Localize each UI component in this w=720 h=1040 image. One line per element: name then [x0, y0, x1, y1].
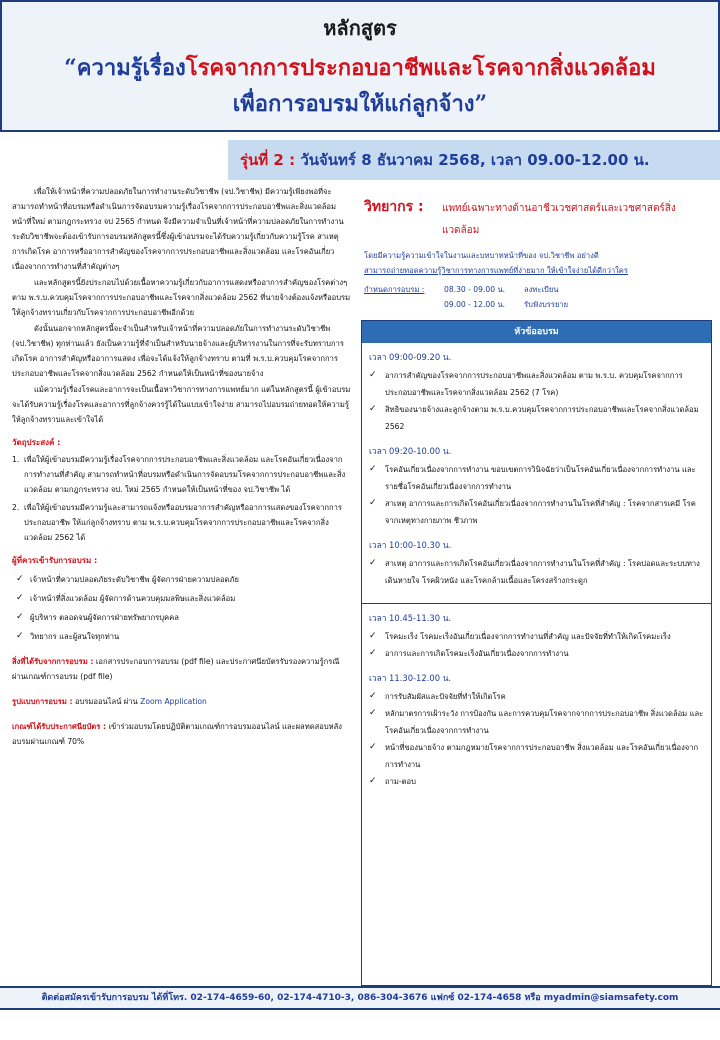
slot-time: เวลา 09:20-10.00 น. — [369, 446, 452, 456]
speaker-name: แพทย์เฉพาะทางด้านอาชีวเวชศาสตร์และเวชศาสตร์สิ่งแวดล้อม — [442, 203, 676, 236]
criteria-text: เข้าร่วมอบรมโดยปฏิบัติตามเกณฑ์การอบรมออนไลน์ และผลทดสอบหลังอบรมผ่านเกณฑ์ 70% — [12, 722, 343, 746]
slot-time: เวลา 10.45-11.30 น. — [369, 613, 452, 623]
schedule-row — [364, 297, 568, 312]
objective-item: 2. เพื่อให้ผู้เข้าอบรมมีความรู้และสามารถแจ้งหรืออบรมอาการสำคัญหรืออาการแสดงของโรคจากการประกอบอาชีพ ให้แก่ลูกจ้างทราบ ตาม พ.ร.บ.ควบคุมโรคจากการประกอบอาชีพและโรคจากสิ่งแวดล้อม 2562 ได้ — [12, 500, 352, 545]
intro-paragraph: และหลักสูตรนี้ยังประกอบไปด้วยเนื้อหาความรู้เกี่ยวกับอาการแสดงหรืออาการสำคัญของโรคต่างๆ ตาม พ.ร.บ.ควบคุมโรคจากการประกอบอาชีพและโรคจากสิ่งแวดล้อม 2562 ที่นายจ้างต้องแจ้งหรืออบรมให้ลูกจ้างทราบเกี่ยวกับโรคจากการประกอบอาชีพอีกด้วย — [12, 278, 351, 317]
audience-title: ผู้ที่ควรเข้ารับการอบรม : — [12, 556, 98, 565]
criteria-section — [12, 719, 352, 749]
audience-item: ✓ เจ้าหน้าที่ความปลอดภัยระดับวิชาชีพ ผู้จัดการฝ่ายความปลอดภัย — [16, 572, 352, 587]
slot-items — [369, 555, 705, 589]
check-icon: ✓ — [16, 593, 24, 603]
schedule-time: 09.00 - 12.00 น. — [444, 300, 506, 309]
topics-panel — [361, 320, 712, 986]
speaker-label: วิทยากร : — [364, 199, 424, 215]
schedule-label: กำหนดการอบรม : — [364, 285, 425, 294]
check-icon: ✓ — [369, 708, 377, 718]
speaker-note-line: โดยมีความรู้ความเข้าใจในงานและบทบาทหน้าที่ของ จป.วิชาชีพ อย่างดี — [364, 251, 599, 260]
contact-footer: ติดต่อสมัครเข้ารับการอบรม ได้ที่โทร. 02-174-4659-60, 02-174-4710-3, 086-304-3676 แฟกซ์ 02-174-4658 หรือ myadmin@siamsafety.com — [0, 986, 720, 1010]
check-icon: ✓ — [369, 631, 377, 641]
schedule-desc: ลงทะเบียน — [524, 285, 559, 294]
topic-slot — [369, 670, 705, 790]
check-icon: ✓ — [369, 370, 377, 380]
check-icon: ✓ — [369, 648, 377, 658]
check-icon: ✓ — [369, 404, 377, 414]
topic-slot — [369, 349, 705, 435]
objectives-title: วัตถุประสงค์ : — [12, 438, 61, 447]
topic-item: ✓ สาเหตุ อาการและการเกิดโรคอันเกี่ยวเนื่องจากการทำงานในโรคที่สำคัญ : โรคจากสารเคมี โรคจากเหตุทางกายภาพ ชีวภาพ — [369, 495, 705, 529]
topics-title: หัวข้ออบรม — [362, 321, 711, 343]
check-icon: ✓ — [369, 558, 377, 568]
schedule — [364, 282, 568, 312]
topic-item: ✓ หน้าที่ของนายจ้าง ตามกฎหมายโรคจากการประกอบอาชีพ สิ่งแวดล้อม และโรคอันเกี่ยวเนื่องจากการทำงาน — [369, 739, 705, 773]
topic-item: ✓ ถาม-ตอบ — [369, 773, 705, 790]
criteria-label: เกณฑ์ได้รับประกาศนียบัตร : — [12, 722, 107, 731]
audience-item: ✓ ผู้บริหาร ตลอดจนผู้จัดการฝ่ายทรัพยากรบุคคล — [16, 610, 352, 625]
objective-item: 1. เพื่อให้ผู้เข้าอบรมมีความรู้เรื่องโรคจากการประกอบอาชีพและสิ่งแวดล้อม และโรคอันเกี่ยวเนื่องจากการทำงานที่สำคัญ สามารถทำหน้าที่อบรมหรือดำเนินการจัดอบรมโรคจากการประกอบอาชีพและสิ่งแวดล้อม ตามกฎกระทรวง จป. ใหม่ 2565 กำหนดให้เป็นหน้าที่ของ จป.วิชาชีพ ได้ — [12, 452, 352, 497]
audience-item: ✓ เจ้าหน้าที่สิ่งแวดล้อม ผู้จัดการด้านควบคุมมลพิษและสิ่งแวดล้อม — [16, 591, 352, 606]
topic-item: ✓ สาเหตุ อาการและการเกิดโรคอันเกี่ยวเนื่องจากการทำงานในโรคที่สำคัญ : โรคปอดและระบบทางเดินหายใจ โรคผิวหนัง และโรคกล้ามเนื้อและโครงสร้างกระดูก — [369, 555, 705, 589]
left-column — [12, 184, 352, 749]
schedule-spacer — [364, 297, 444, 312]
topic-slot — [369, 610, 705, 662]
speaker-note-line: สามารถถ่ายทอดความรู้วิชาการทางการแพทย์ที่ง่ายมาก ให้เข้าใจง่ายได้ดีกว่าใคร — [364, 266, 628, 275]
topic-item: ✓ อาการและการเกิดโรคมะเร็งอันเกี่ยวเนื่องจากการทำงาน — [369, 645, 705, 662]
topic-item: ✓ สิทธิของนายจ้างและลูกจ้างตาม พ.ร.บ.ควบคุมโรคจากการประกอบอาชีพและโรคจากสิ่งแวดล้อม 2562 — [369, 401, 705, 435]
session-info — [240, 148, 650, 172]
audience-list — [12, 572, 352, 644]
course-title-highlight: โรคจากการประกอบอาชีพและโรคจากสิ่งแวดล้อม — [185, 55, 656, 81]
session-datetime: วันจันทร์ 8 ธันวาคม 2568, เวลา 09.00-12.00 น. — [300, 151, 650, 169]
topic-item: ✓ โรคอันเกี่ยวเนื่องจากการทำงาน ขอบเขตการวินิจฉัยว่าเป็นโรคอันเกี่ยวเนื่องจากการทำงาน และรายชื่อโรคอันเกี่ยวเนื่องจากการทำงาน — [369, 461, 705, 495]
schedule-desc: รับฟังบรรยาย — [524, 300, 569, 309]
slot-time: เวลา 10:00-10.30 น. — [369, 540, 452, 550]
objective-text: เพื่อให้ผู้เข้าอบรมมีความรู้และสามารถแจ้งหรืออบรมอาการสำคัญหรืออาการแสดงของโรคจากการประกอบอาชีพ ให้แก่ลูกจ้างทราบ ตาม พ.ร.บ.ควบคุมโรคจากการประกอบอาชีพและโรคจากสิ่งแวดล้อม 2562 ได้ — [24, 503, 342, 542]
topic-item: ✓ โรคมะเร็ง โรคมะเร็งอันเกี่ยวเนื่องจากการทำงานที่สำคัญ และปัจจัยที่ทำให้เกิดโรคมะเร็ง — [369, 628, 705, 645]
check-icon: ✓ — [369, 742, 377, 752]
course-title-line3: เพื่อการอบรมให้แก่ลูกจ้าง” — [232, 91, 488, 117]
check-icon: ✓ — [16, 574, 24, 584]
intro-paragraph: แม้ความรู้เรื่องโรคและอาการจะเป็นเนื้อหาวิชาการทางการแพทย์มาก แต่ในหลักสูตรนี้ ผู้เข้าอบรมจะได้รับความรู้เรื่องโรคและอาการที่ลูกจ้างควรรู้ได้ในแบบเข้าใจง่าย สามารถไปอบรมถ่ายทอดให้ความรู้ให้ลูกจ้างทราบและเข้าใจได้ — [12, 385, 351, 424]
check-icon: ✓ — [16, 631, 24, 641]
check-icon: ✓ — [369, 464, 377, 474]
break-divider — [362, 603, 711, 604]
slot-items — [369, 461, 705, 529]
topic-slot — [369, 537, 705, 589]
check-icon: ✓ — [16, 612, 24, 622]
session-round: รุ่นที่ 2 : — [240, 151, 296, 169]
materials-section — [12, 654, 352, 684]
course-label: หลักสูตร — [323, 16, 397, 40]
slot-items — [369, 367, 705, 435]
check-icon: ✓ — [369, 776, 377, 786]
intro-paragraph: เพื่อให้เจ้าหน้าที่ความปลอดภัยในการทำงานระดับวิชาชีพ (จป.วิชาชีพ) มีความรู้เพียงพอที่จะ สามารถทำหน้าที่อบรมหรือดำเนินการจัดอบรมความรู้เรื่องโรคจากการประกอบอาชีพและสิ่งแวดล้อม หน้าที่ใหม่ ตามกฎกระทรวง จป 2565 กำหนด จึงมีความจำเป็นที่เจ้าหน้าที่ความปลอดภัยในการทำงานระดับวิชาชีพจะต้องเข้ารับการอบรมหลักสูตรนี้ซึ่งผู้เข้าอบรมจะได้รับความรู้เกี่ยวกับความรู้โรค สาเหตุ การเกิดโรค อาการหรืออาการสำคัญของโรคจากการประกอบอาชีพและสิ่งแวดล้อม และโรคอันเกี่ยวเนื่องจากการทำงานที่สำคัญต่างๆ — [12, 187, 344, 271]
course-title-prefix: “ความรู้เรื่อง — [64, 55, 186, 81]
format-label: รูปแบบการอบรม : — [12, 697, 73, 706]
format-text: อบรมออนไลน์ ผ่าน — [74, 697, 138, 706]
course-title — [0, 50, 720, 85]
schedule-time: 08.30 - 09.00 น. — [444, 285, 506, 294]
objective-text: เพื่อให้ผู้เข้าอบรมมีความรู้เรื่องโรคจากการประกอบอาชีพและสิ่งแวดล้อม และโรคอันเกี่ยวเนื่องจากการทำงานที่สำคัญ สามารถทำหน้าที่อบรมหรือดำเนินการจัดอบรมโรคจากการประกอบอาชีพและสิ่งแวดล้อม ตามกฎกระทรวง จป. ใหม่ 2565 กำหนดให้เป็นหน้าที่ของ จป.วิชาชีพ ได้ — [24, 455, 346, 494]
slot-items — [369, 628, 705, 662]
slot-time: เวลา 09:00-09.20 น. — [369, 352, 452, 362]
topic-item: ✓ การรับสัมผัสและปัจจัยที่ทำให้เกิดโรค — [369, 688, 705, 705]
topic-item: ✓ อาการสำคัญของโรคจากการประกอบอาชีพและสิ่งแวดล้อม ตาม พ.ร.บ. ควบคุมโรคจากการประกอบอาชีพและโรคจากสิ่งแวดล้อม 2562 (7 โรค) — [369, 367, 705, 401]
schedule-row — [364, 282, 568, 297]
materials-text: เอกสารประกอบการอบรม (pdf file) และประกาศนียบัตรรับรองความรู้กรณีผ่านเกณฑ์การอบรม (pdf file) — [12, 657, 340, 681]
slot-items — [369, 688, 705, 790]
audience-item: ✓ วิทยากร และผู้สนใจทุกท่าน — [16, 629, 352, 644]
topic-slot — [369, 443, 705, 529]
materials-label: สิ่งที่ได้รับจากการอบรม : — [12, 657, 94, 666]
topic-item: ✓ หลักมาตรการเฝ้าระวัง การป้องกัน และการควบคุมโรคจากจากการประกอบอาชีพ สิ่งแวดล้อม และโรคอันเกี่ยวเนื่องจากการทำงาน — [369, 705, 705, 739]
format-app: Zoom Application — [140, 697, 207, 706]
check-icon: ✓ — [369, 498, 377, 508]
topics-body — [362, 343, 711, 790]
format-section — [12, 694, 352, 709]
objectives-list — [12, 452, 352, 545]
check-icon: ✓ — [369, 691, 377, 701]
speaker-note — [364, 248, 712, 278]
intro-paragraph: ดังนั้นนอกจากหลักสูตรนี้จะจำเป็นสำหรับเจ้าหน้าที่ความปลอดภัยในการทำงานระดับวิชาชีพ (จป.วิชาชีพ) ทุกท่านแล้ว ยังเป็นความรู้ที่จำเป็นสำหรับนายจ้างและผู้บริหารงานในการที่จะรับทราบการเกิดโรค อาการสำคัญหรืออาการแสดง เพื่อจะได้แจ้งให้ลูกจ้างทราบ ตามที่ พ.ร.บ.ควบคุมโรคจากการประกอบอาชีพและโรคจากสิ่งแวดล้อม 2562 กำหนดให้เป็นหน้าที่ของนายจ้าง — [12, 324, 344, 378]
slot-time: เวลา 11.30-12.00 น. — [369, 673, 452, 683]
